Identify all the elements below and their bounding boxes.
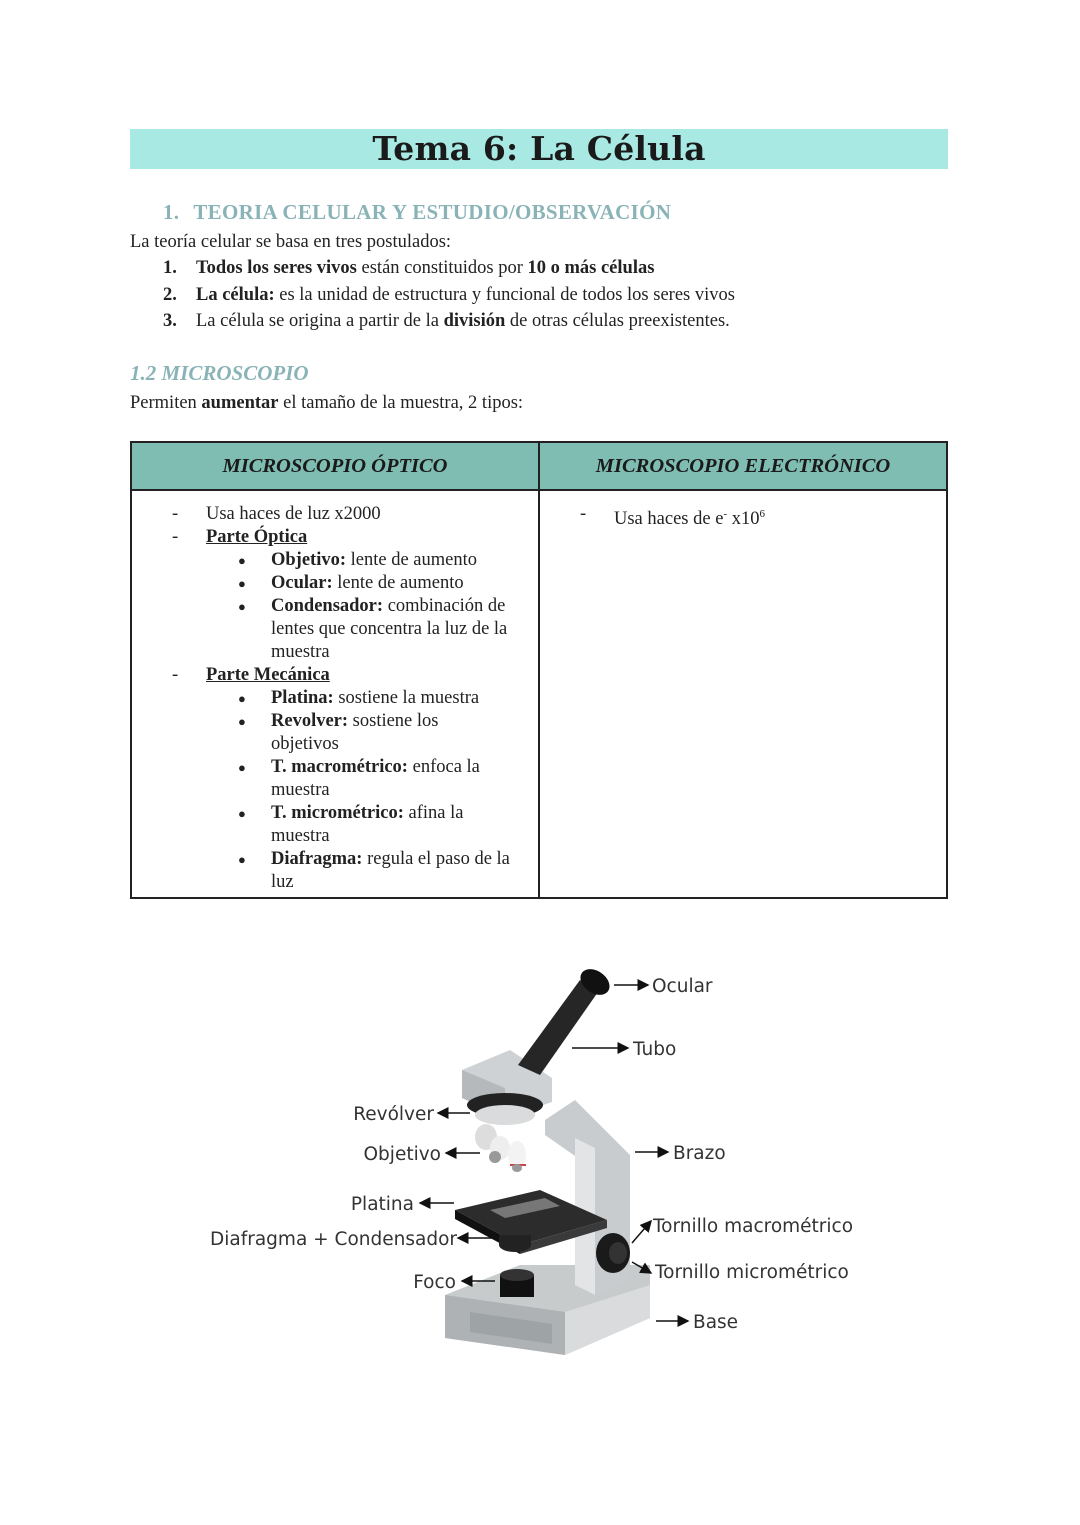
label-text: Objetivo [363,1144,441,1165]
list-item [132,802,538,848]
list-item [163,255,735,282]
desc: regula el paso de la luz [271,849,510,892]
list-item [163,282,735,309]
desc: combinación de lentes que concentra la luz de la muestra [271,596,508,662]
section1-number: 1. [163,200,180,224]
postulate-bold: Todos los seres vivos [196,258,357,278]
title-banner [130,129,948,169]
section1-intro: La teoría celular se basa en tres postulados: [130,232,452,252]
list-number: 1. [163,258,177,278]
list-item [132,549,538,572]
bullet-icon: ● [238,714,246,729]
term: T. micrométrico: [271,803,404,823]
microscope-tube [518,964,614,1075]
label-objetivo [364,1144,481,1165]
sup-exp: 6 [759,508,765,520]
term: Diafragma: [271,849,363,869]
label-text: Tornillo micrométrico [655,1262,849,1283]
microscope-diagram [0,940,1080,1390]
postulate-text: es la unidad de estructura y funcional de todos los seres vivos [274,284,735,305]
section1-heading-text: TEORIA CELULAR Y ESTUDIO/OBSERVACIÓN [193,200,672,224]
list-number: 2. [163,284,177,305]
cell-optico [131,490,539,898]
desc: afina la muestra [271,803,464,846]
list-item [132,687,538,710]
label-text: Ocular [652,976,713,997]
microscope-condenser [499,1235,531,1252]
label-text: Brazo [673,1143,726,1164]
label-ocular [614,976,713,997]
label-base [656,1312,738,1333]
bullet-icon: ● [238,553,246,568]
electron-mult: x10 [727,509,760,530]
list-item [132,595,538,664]
section1-heading [163,200,671,225]
section2-intro [130,390,523,416]
bullet-icon: ● [238,806,246,821]
term: Platina: [271,688,334,708]
desc: sostiene la muestra [333,688,480,708]
microscope-light [500,1269,534,1297]
parte-mecanica-label: Parte Mecánica [206,665,330,685]
bullet-icon: ● [238,576,246,591]
microscope-objectives [475,1124,526,1172]
light-text: Usa haces de luz x2000 [206,504,381,524]
postulate-text: están constituidos por [356,258,528,278]
list-item: - Parte Mecánica [172,665,330,685]
label-text: Base [693,1312,739,1333]
desc: enfoca la muestra [271,757,480,800]
bullet-icon: ● [238,599,246,614]
parte-optica-label: Parte Óptica [206,527,308,547]
label-text: Revólver [353,1104,434,1125]
list-item: - Usa haces de luz x2000 [172,504,381,524]
bullet-icon: ● [238,852,246,867]
electron-text: Usa haces de e [614,509,724,530]
label-text: Tubo [633,1039,677,1060]
label-text: Tornillo macrométrico [653,1216,854,1237]
label-macro [632,1216,853,1243]
label-text: Foco [413,1272,456,1293]
list-item [163,308,735,335]
label-text: Diafragma + Condensador [210,1229,457,1250]
bullet-icon: ● [238,691,246,706]
postulate-bold: La célula: [196,284,275,305]
postulate-bold2: 10 o más células [527,258,655,278]
page-title: Tema 6: La Célula [372,129,706,168]
label-diafragma [210,1229,494,1250]
term: Objetivo: [271,550,347,570]
label-micro [632,1262,849,1283]
comparison-table [130,441,948,899]
bullet-icon: ● [238,760,246,775]
term: T. macrométrico: [271,757,408,777]
label-text: Platina [350,1194,414,1215]
desc: lente de aumento [346,550,478,570]
header-optico: MICROSCOPIO ÓPTICO [131,442,539,490]
postulate-text2: de otras células preexistentes. [505,311,730,331]
list-item [132,848,538,894]
desc: sostiene los objetivos [271,711,439,754]
intro-part: Permiten [130,393,202,413]
label-platina [351,1194,454,1215]
desc: lente de aumento [332,573,464,593]
section2-heading: 1.2 MICROSCOPIO [130,361,309,385]
postulates-list [163,255,735,335]
list-item [132,572,538,595]
intro-part: el tamaño de la muestra, 2 tipos: [278,393,524,413]
intro-bold: aumentar [201,393,279,413]
list-number: 3. [163,311,177,331]
list-item [132,710,538,756]
label-tubo [572,1039,676,1060]
list-item: - Parte Óptica [172,527,308,547]
term: Ocular: [271,573,333,593]
term: Revolver: [271,711,349,731]
label-brazo [635,1143,726,1164]
focus-knob [596,1233,630,1273]
postulate-bold2: división [443,311,506,331]
sup-minus: - [723,508,728,520]
list-item: - Usa haces de e- $x10^6$ [580,504,765,530]
postulate-text: La célula se origina a partir de la [196,311,444,331]
cell-electronico [539,490,947,898]
term: Condensador: [271,596,384,616]
label-revolver [353,1104,470,1125]
list-item [132,756,538,802]
header-electronico: MICROSCOPIO ELECTRÓNICO [539,442,947,490]
